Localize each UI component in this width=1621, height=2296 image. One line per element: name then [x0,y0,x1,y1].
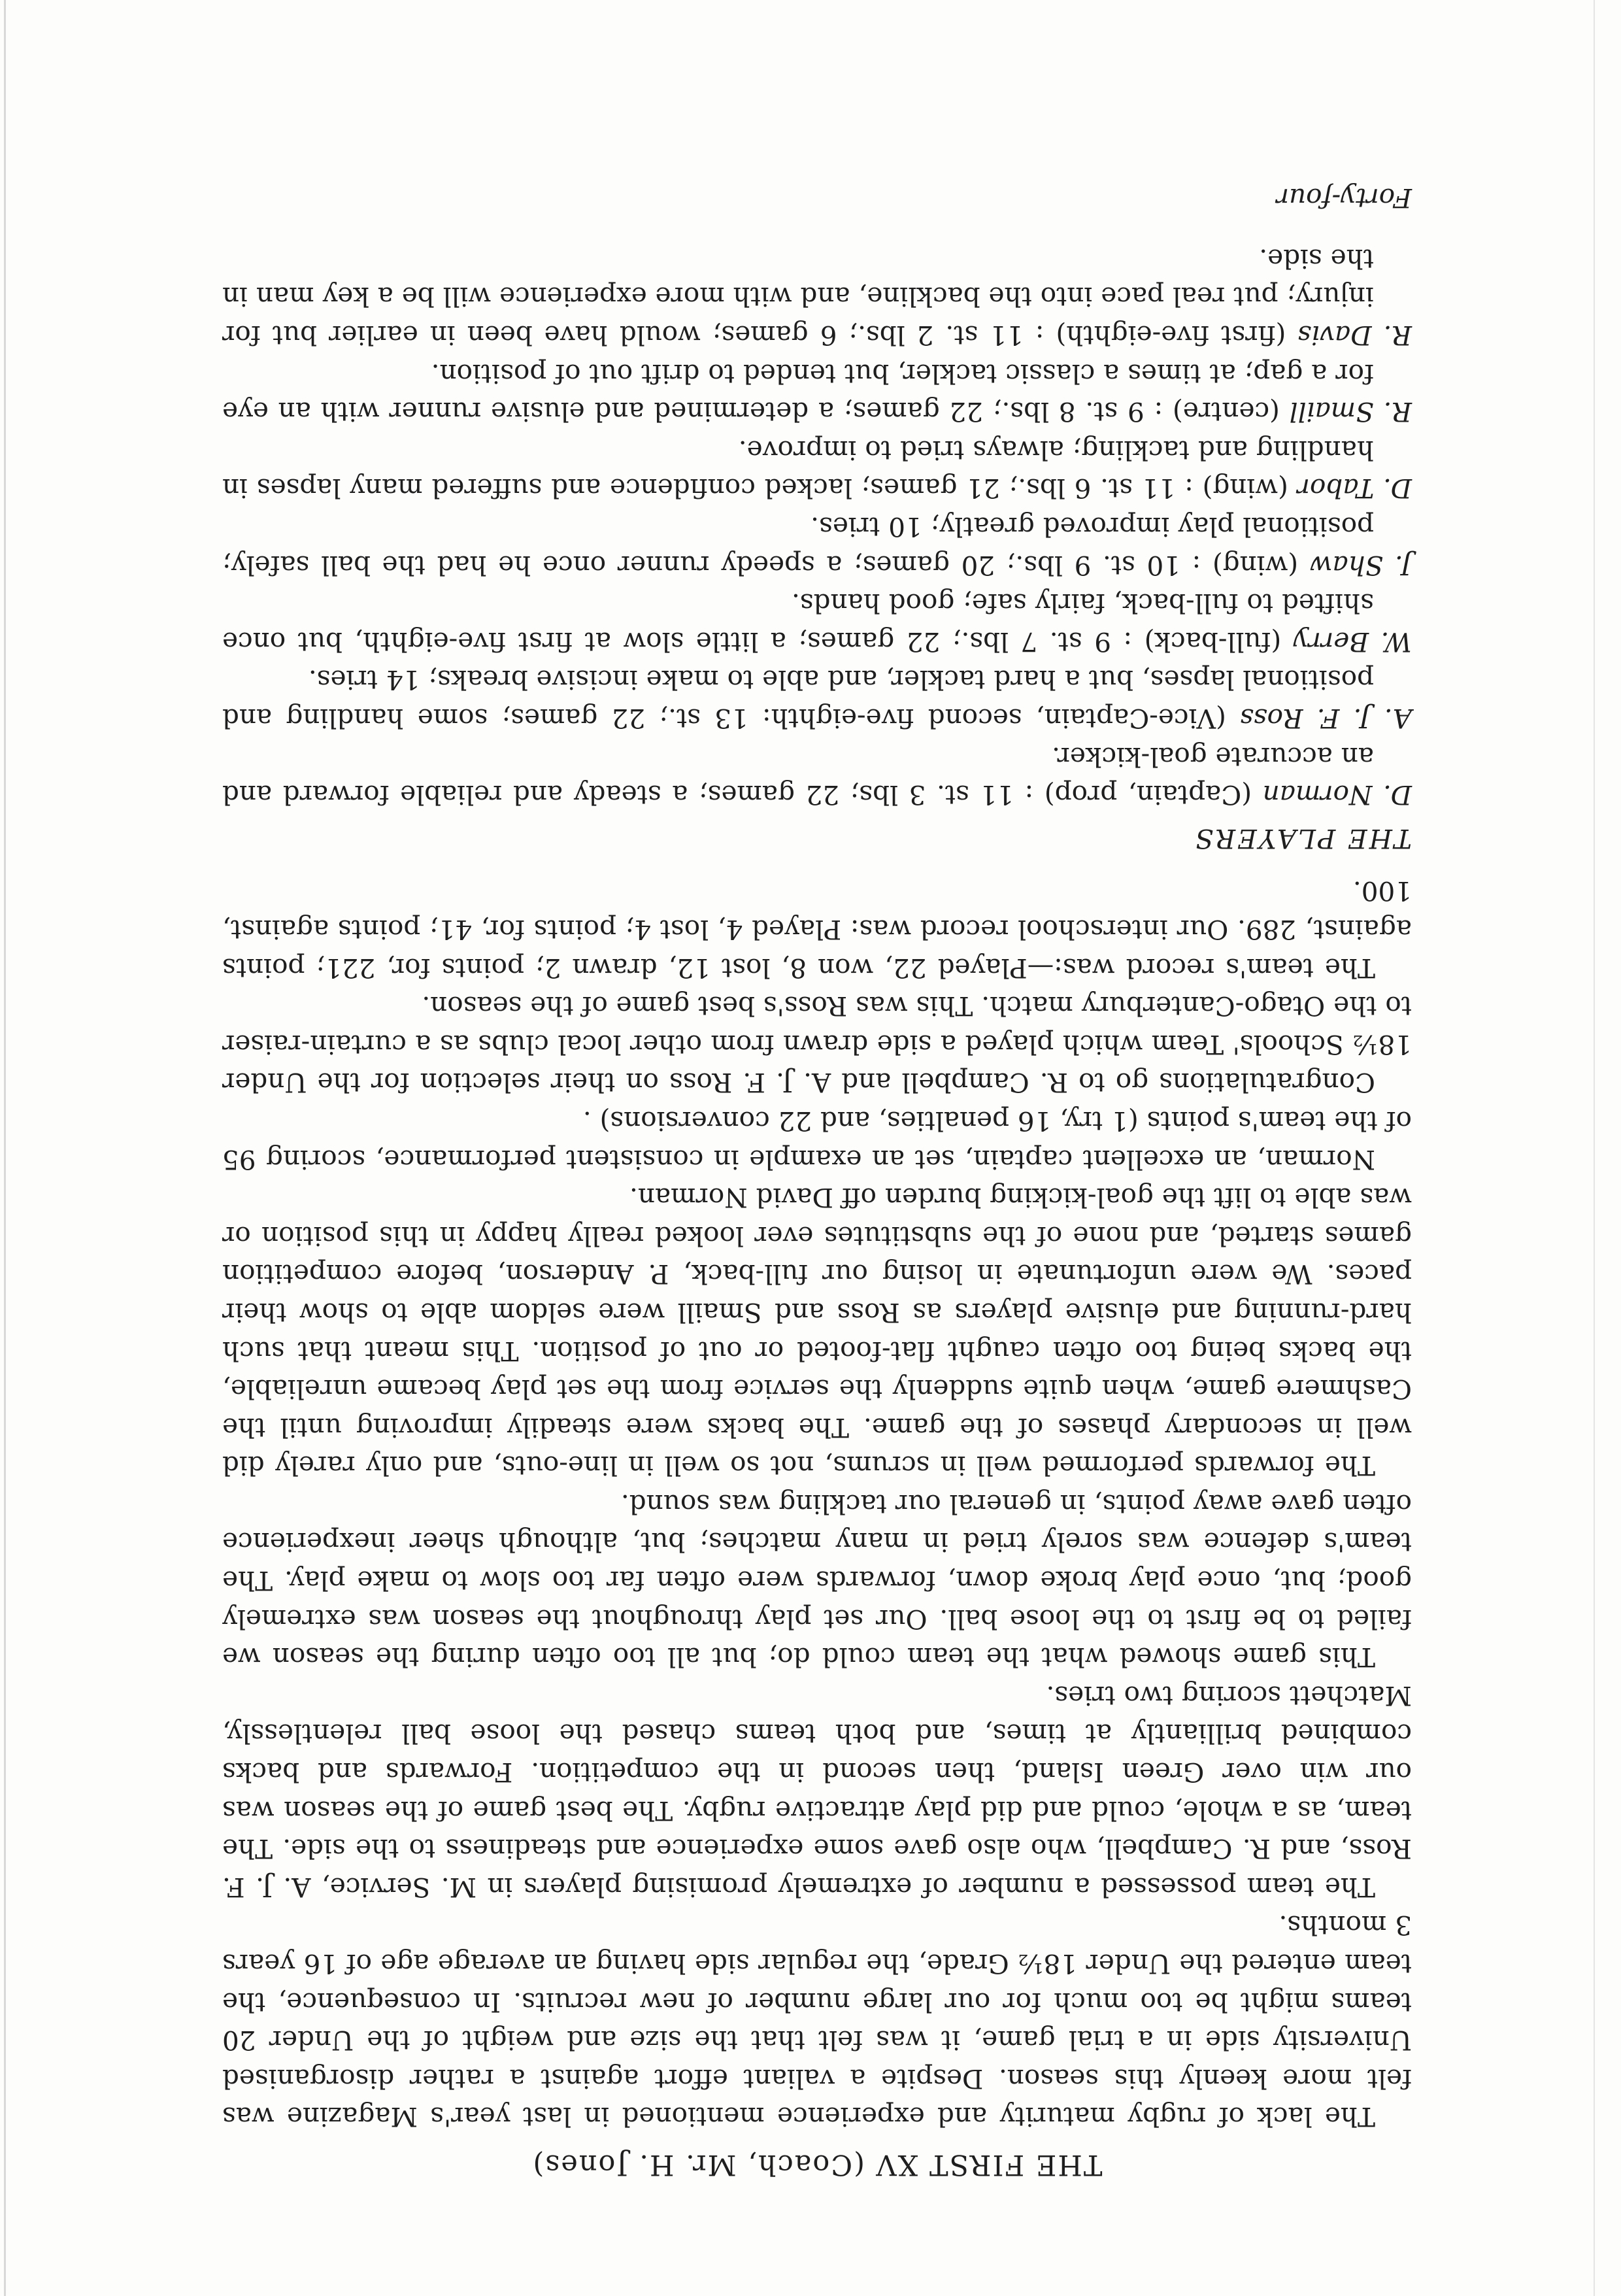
paragraph: The lack of rugby maturity and experience mentioned in last year's Magazine was felt more keenly this season. Despite a valiant effort against a rather disorganised University side in a trial game, it was felt that the size and weight of the Under 20 teams might be too much for our large number of new recruits. In consequence, the team entered the Under 18½ Grade, the regular side having an average age of 16 years 3 months. [222,1910,1412,2133]
player-entry [222,239,1412,354]
player-details: (first five-eighth) : 11 st. 2 lbs.; 6 games; would have been in earlier but for injury; put real pace into the backline, and with more experience will be a key man in the side. [222,243,1374,352]
player-details: (Vice-Captain, second five-eighth: 13 st.; 22 games; some handling and positional lapses, but a hard tackler, and able to make incisive breaks; 14 tries. [222,664,1374,735]
paragraph: The team possessed a number of extremely promising players in M. Service, A. J. F. Ross, and R. Campbell, who also gave some experience and steadiness to the side. The team, as a whole, could and did play attractive rugby. The best game of the season was our win over Green Island, then second in the competition. Forwards and backs combined brilliantly at times, and both teams chased the loose ball relentlessly, Matchett scoring two tries. [222,1680,1412,1903]
page-number: Forty-four [1276,182,1412,214]
paragraph: Norman, an excellent captain, set an example in consistent performance, scoring 95 of the team's points (1 try, 16 penalties, and 22 conversions) . [222,1105,1412,1175]
page-title: THE FIRST XV (Coach, Mr. H. Jones) [531,2148,1103,2181]
paragraph: The forwards performed well in scrums, not so well in line-outs, and only rarely did well in secondary phases of the game. The backs were steadily improving until the Cashmere game, when quite suddenly the service from the set play became unreliable, the backs being too often caught flat-footed or out of position. This meant that such hard-running and elusive players as Ross and Smaill were seldom able to show their paces. We were unfortunate in losing our full-back, P. Anderson, before competition games started, and none of the substitutes ever looked really happy in this position or was able to lift the goal-kicking burden off David Norman. [222,1182,1412,1482]
rotated-page-content [222,105,1412,2184]
player-entry [222,431,1412,507]
player-name: D. Norman [1262,779,1412,811]
player-entry [222,584,1412,661]
player-entry [222,354,1412,431]
player-entry [222,661,1412,737]
player-details: (wing) : 10 st. 9 lbs.; 20 games; a speedy runner once he had the ball safely; positional play improved greatly; 10 tries. [222,511,1374,581]
scan-edge-left [4,0,6,2296]
player-entry [222,507,1412,584]
player-name: R. Davis [1297,320,1412,352]
scan-edge-right [1594,0,1595,2296]
player-name: R. Smaill [1289,396,1412,428]
player-details: (full-back) : 9 st. 7 lbs.; 22 games; a little slow at first five-eighth, but once shifted to full-back, fairly safe; good hands. [222,588,1374,658]
paragraph: The team's record was:—Played 22, won 8, lost 12, drawn 2; points for, 221; points against, 289. Our interschool record was: Played 4, lost 4; points for, 41; points against, 100. [222,875,1412,984]
players-heading: THE PLAYERS [1193,822,1412,854]
player-name: W. Berry [1293,626,1412,658]
paragraph: This game showed what the team could do; but all too often during the season we failed to be first to the loose ball. Our set play throughout the season was extremely good; but, once play broke down, forwards were often far too slow to make play. The team's defence was sorely tried in many matches; but, although sheer inexperience often gave away points, in general our tackling was sound. [222,1488,1412,1674]
paragraph: Congratulations go to R. Campbell and A. J. F. Ross on their selection for the Under 18½ Schools' Team which played a side drawn from other local clubs as a curtain-raiser to the Otago-Canterbury match. This was Ross's best game of the season. [222,990,1412,1099]
player-details: (wing) : 11 st. 6 lbs.; 21 games; lacked confidence and suffered many lapses in handling and tackling; always tried to improve. [222,434,1374,505]
player-name: A. J. F. Ross [1240,703,1412,735]
player-entry [222,737,1412,814]
player-details: (centre) : 9 st. 8 lbs.; 22 games; a determined and elusive runner with an eye for a gap; at times a classic tackler, but tended to drift out of position. [222,358,1374,428]
player-name: D. Tabor [1297,473,1412,505]
player-name: J. Shaw [1309,549,1412,581]
player-details: (Captain, prop) : 11 st. 3 lbs; 22 games; a steady and reliable forward and an accurate goal-kicker. [222,741,1374,811]
